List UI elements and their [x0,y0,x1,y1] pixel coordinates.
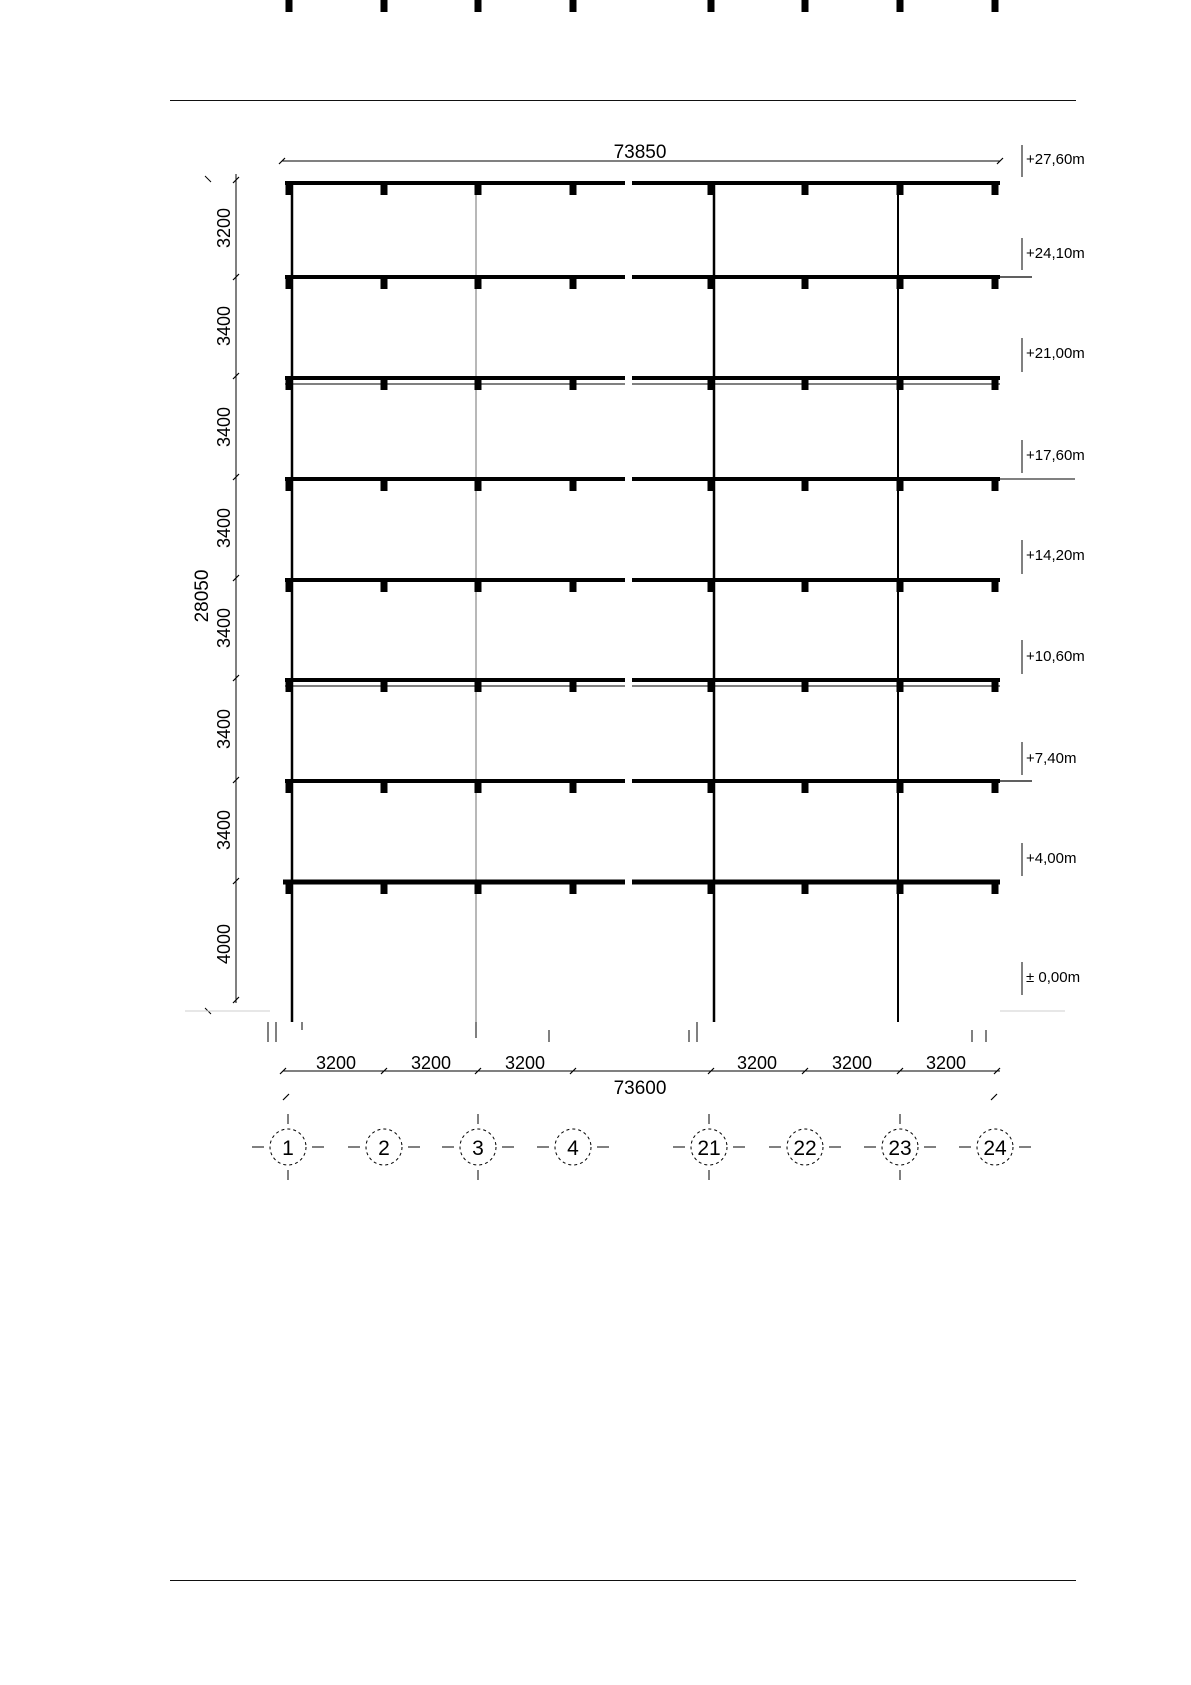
level-label: +14,20m [1026,547,1085,564]
axis-label: 2 [378,1137,390,1160]
axis-label: 3 [472,1137,484,1160]
level-label: +24,10m [1026,245,1085,262]
level-label: +21,00m [1026,345,1085,362]
bay-dimension-label: 3200 [504,1053,546,1073]
axis-label: 21 [697,1137,721,1160]
frame-structure [283,183,1075,1022]
beam-stubs [286,0,999,894]
level-label: ± 0,00m [1026,969,1081,986]
story-height-label: 4000 [214,923,234,965]
level-label: +7,40m [1026,750,1077,767]
axis-label: 4 [567,1137,579,1160]
story-height-label: 3400 [214,809,234,851]
story-height-label: 3400 [214,507,234,549]
story-height-label: 3200 [214,207,234,249]
left-dimension-chain [185,174,1065,1014]
axis-label: 1 [282,1137,294,1160]
bay-dimension-label: 3200 [831,1053,873,1073]
axis-label: 23 [888,1137,912,1160]
overall-width-bottom-label: 73600 [613,1078,667,1099]
axis-label: 22 [793,1137,817,1160]
bay-dimension-label: 3200 [736,1053,778,1073]
top-overall-dimension [279,142,1003,164]
level-label: +27,60m [1026,151,1085,168]
level-label: +4,00m [1026,850,1077,867]
axis-label: 24 [983,1137,1007,1160]
overall-height-label: 28050 [192,569,213,623]
level-markers [1022,145,1085,995]
overall-width-top-label: 73850 [613,142,667,163]
story-height-label: 3400 [214,607,234,649]
story-height-label: 3400 [214,305,234,347]
axis-bubbles [252,1114,1031,1180]
bay-dimension-label: 3200 [925,1053,967,1073]
story-height-label: 3400 [214,406,234,448]
level-label: +17,60m [1026,447,1085,464]
bay-dimension-label: 3200 [410,1053,452,1073]
story-height-label: 3400 [214,708,234,750]
bay-dimension-label: 3200 [315,1053,357,1073]
level-label: +10,60m [1026,648,1085,665]
